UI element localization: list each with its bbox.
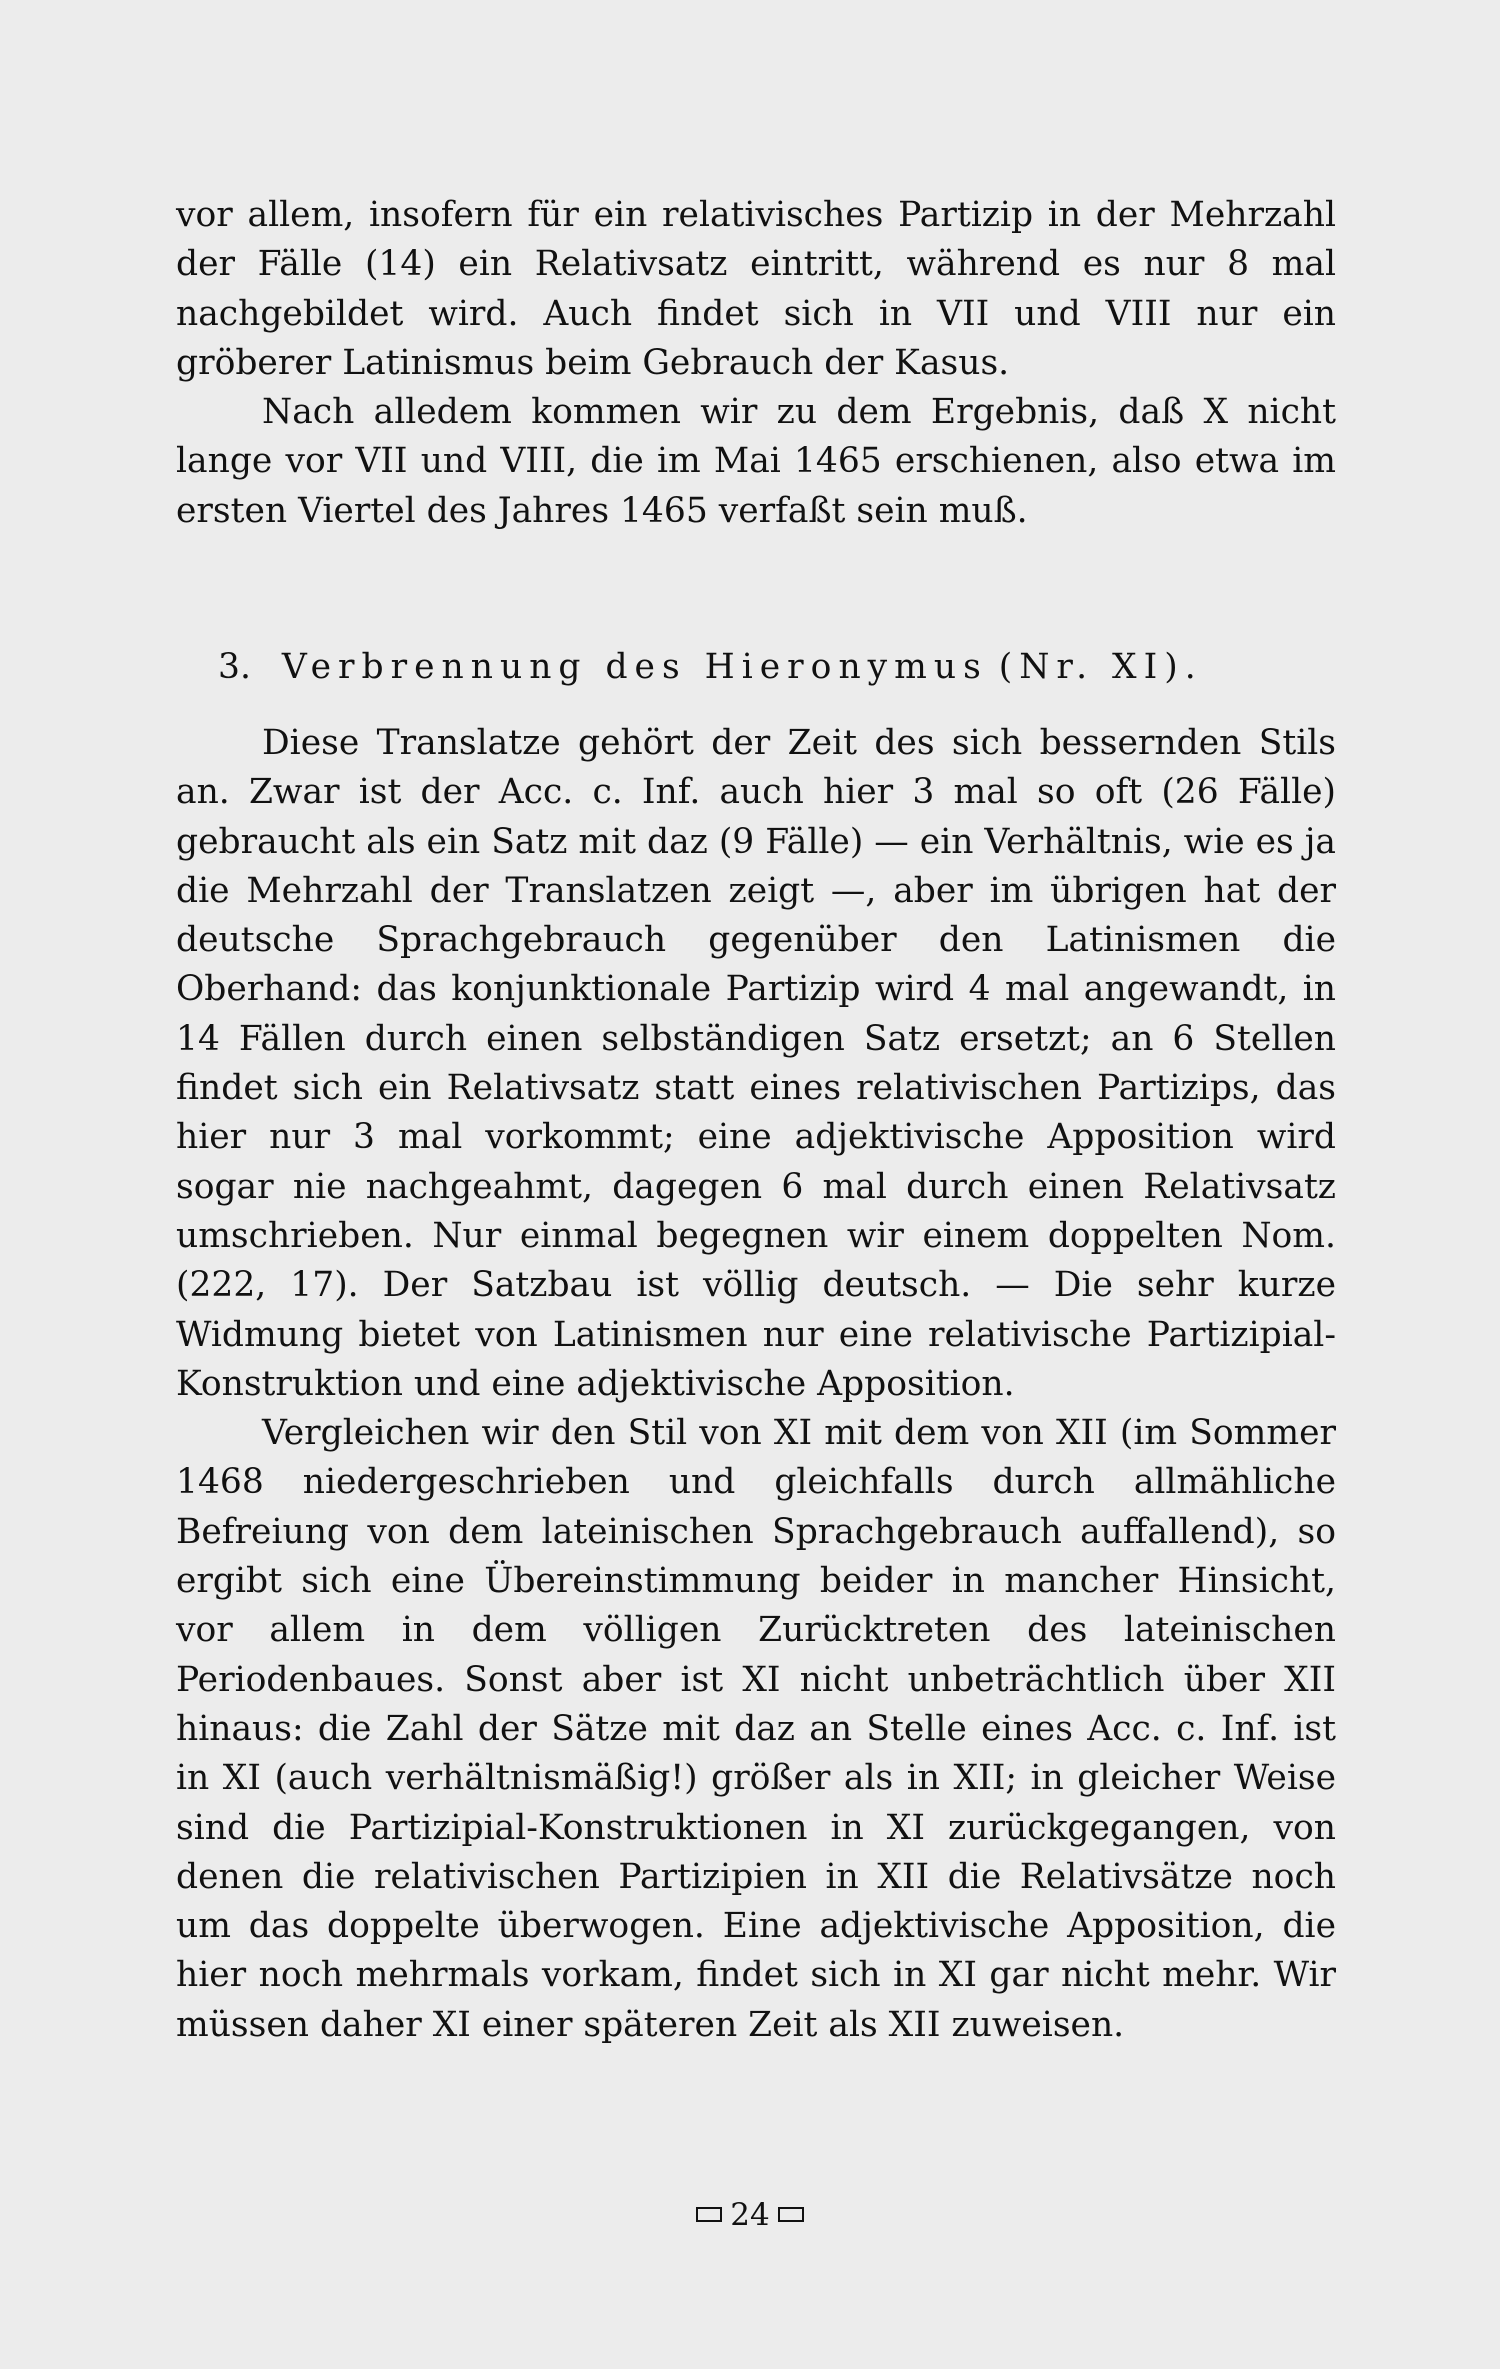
paragraph-translatze: Diese Translatze gehört der Zeit des sich bessernden Stils an. Zwar ist der Acc. c. Inf. auch hier 3 mal so oft (26 Fälle) gebraucht als ein Satz mit daz (9 Fälle) — ein Verhältnis, wie es ja die Mehrzahl der Translatzen zeigt —, aber im übrigen hat der deutsche Sprachgebrauch gegenüber den Latinismen die Oberhand: das konjunktionale Partizip wird 4 mal angewandt, in 14 Fällen durch einen selbständigen Satz ersetzt; an 6 Stellen findet sich ein Relativsatz statt eines relativischen Partizips, das hier nur 3 mal vorkommt; eine adjektivische Apposition wird sogar nie nachgeahmt, dagegen 6 mal durch einen Relativsatz umschrieben. Nur einmal begegnen wir einem doppelten Nom. (222, 17). Der Satzbau ist völlig deutsch. — Die sehr kurze Widmung bietet von Latinismen nur eine relativische Partizipial-Konstruktion und eine adjektivische Apposition. xyxy=(176,723,1336,1404)
box-ornament-icon xyxy=(696,2207,722,2222)
box-ornament-icon xyxy=(778,2207,804,2222)
page-number: 24 xyxy=(730,2197,770,2233)
main-text xyxy=(176,719,1336,2050)
top-text xyxy=(176,191,1336,536)
paragraph-conclusion: Nach alledem kommen wir zu dem Ergebnis, daß X nicht lange vor VII und VIII, die im Mai 1465 erschienen, also etwa im ersten Viertel des Jahres 1465 verfaßt sein muß. xyxy=(176,392,1336,531)
section-heading xyxy=(176,643,1336,692)
section-number: 3. xyxy=(218,647,251,687)
section-title: Verbrennung des Hieronymus xyxy=(281,647,988,687)
section-reference: (Nr. XI). xyxy=(998,647,1203,687)
paragraph-comparison: Vergleichen wir den Stil von XI mit dem von XII (im Sommer 1468 niedergeschrieben und gleichfalls durch allmähliche Befreiung von dem lateinischen Sprachgebrauch auffallend), so ergibt sich eine Übereinstimmung beider in mancher Hinsicht, vor allem in dem völligen Zurücktreten des lateinischen Periodenbaues. Sonst aber ist XI nicht unbeträchtlich über XII hinaus: die Zahl der Sätze mit daz an Stelle eines Acc. c. Inf. ist in XI (auch verhältnismäßig!) größer als in XII; in gleicher Weise sind die Partizipial-Konstruktionen in XI zurückgegangen, von denen die relativischen Partizipien in XII die Relativsätze noch um das doppelte überwogen. Eine adjektivische Apposition, die hier noch mehrmals vorkam, findet sich in XI gar nicht mehr. Wir müssen daher XI einer späteren Zeit als XII zuweisen. xyxy=(176,1413,1336,2045)
page-footer xyxy=(0,2195,1500,2235)
paragraph-continuation: vor allem, insofern für ein relativisches Partizip in der Mehrzahl der Fälle (14) ein Relativsatz eintritt, während es nur 8 mal nachgebildet wird. Auch findet sich in VII und VIII nur ein gröberer Latinismus beim Gebrauch der Kasus. xyxy=(176,195,1336,383)
